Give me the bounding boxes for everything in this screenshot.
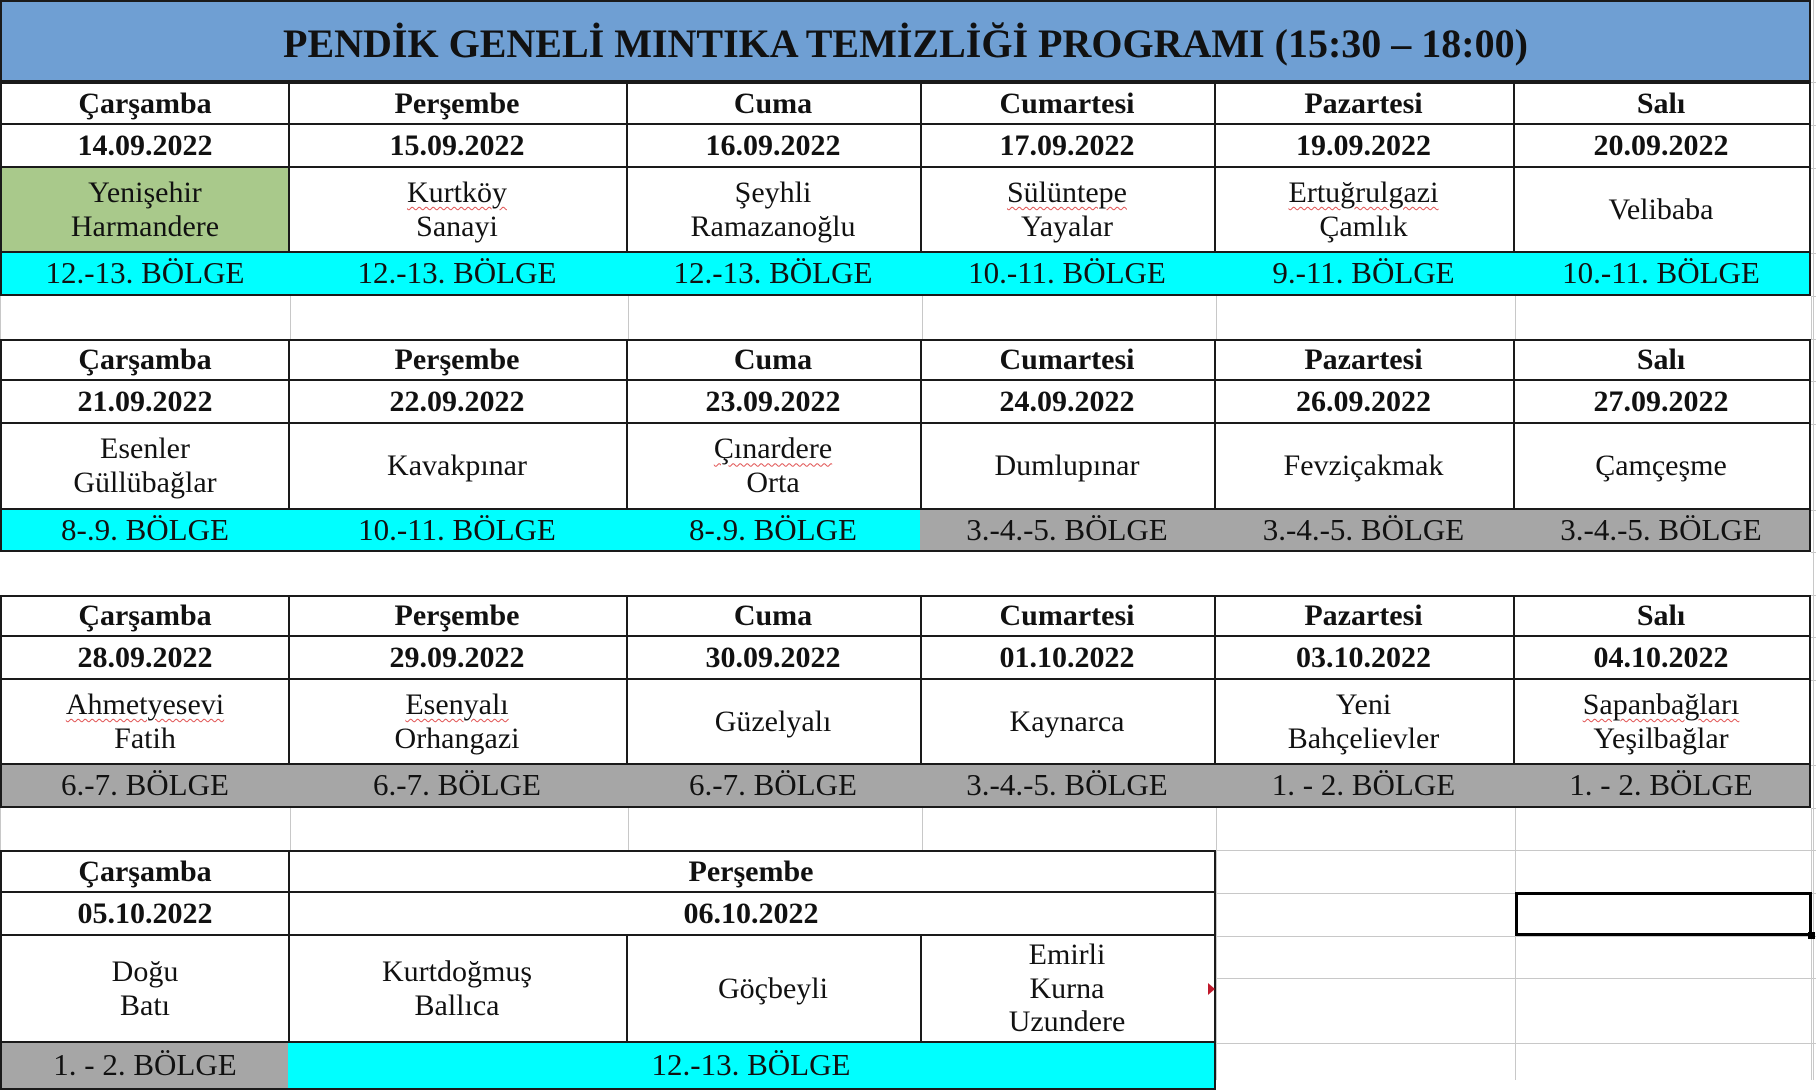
zone-cell[interactable]	[920, 510, 1216, 552]
gridline	[1811, 381, 1816, 382]
neighborhood-cell[interactable]	[920, 424, 1216, 510]
zone-label: 10.-11. BÖLGE	[1562, 255, 1760, 291]
neighborhood-name: Ahmetyesevi	[65, 687, 225, 721]
date-label: 27.09.2022	[1593, 384, 1729, 418]
day-header-cell[interactable]	[920, 339, 1216, 381]
zone-cell-merged[interactable]	[288, 1043, 1216, 1090]
gridline	[1811, 510, 1816, 511]
date-cell[interactable]	[920, 637, 1216, 680]
day-header-cell[interactable]	[288, 595, 628, 637]
date-cell[interactable]	[288, 125, 628, 168]
neighborhood-name: Yayalar	[1021, 209, 1113, 243]
neighborhood-name: Kavakpınar	[387, 449, 527, 483]
gridline	[0, 296, 1, 339]
zone-label: 12.-13. BÖLGE	[45, 255, 245, 291]
day-header-cell[interactable]	[626, 82, 922, 125]
date-label: 01.10.2022	[999, 640, 1135, 674]
day-header-cell[interactable]	[626, 339, 922, 381]
gridline	[1216, 850, 1816, 851]
day-label: Pazartesi	[1304, 86, 1423, 120]
gridline	[1811, 595, 1816, 596]
zone-cell[interactable]	[1214, 510, 1515, 552]
neighborhood-cell[interactable]	[1513, 168, 1811, 253]
neighborhood-name: Kurtdoğmuş	[382, 954, 532, 988]
neighborhood-name: Yenişehir	[88, 175, 202, 209]
day-header-cell[interactable]	[0, 850, 290, 893]
zone-cell[interactable]	[626, 765, 922, 808]
gridline	[1811, 808, 1812, 850]
neighborhood-name: Velibaba	[1608, 192, 1714, 226]
day-header-cell[interactable]	[626, 595, 922, 637]
zone-label: 8-.9. BÖLGE	[61, 511, 229, 547]
zone-label: 3.-4.-5. BÖLGE	[1262, 511, 1465, 547]
gridline	[1811, 808, 1816, 809]
neighborhood-name: Harmandere	[70, 209, 220, 243]
zone-cell[interactable]	[0, 510, 290, 552]
zone-label: 3.-4.-5. BÖLGE	[1560, 511, 1762, 547]
neighborhood-name: Çamlık	[1319, 209, 1408, 243]
neighborhood-name: Yeşilbağlar	[1593, 721, 1729, 755]
zone-cell[interactable]	[626, 510, 922, 552]
date-cell[interactable]	[1214, 637, 1515, 680]
zone-cell[interactable]	[0, 253, 290, 296]
day-label: Cuma	[733, 599, 813, 633]
neighborhood-name: Sapanbağları	[1582, 687, 1740, 721]
date-label: 05.10.2022	[77, 896, 213, 930]
date-cell[interactable]	[1513, 125, 1811, 168]
neighborhood-cell[interactable]	[0, 680, 290, 765]
date-cell[interactable]	[1513, 381, 1811, 424]
day-label: Salı	[1636, 343, 1686, 377]
date-cell[interactable]	[0, 893, 290, 936]
neighborhood-name: Kaynarca	[1009, 704, 1125, 738]
zone-cell[interactable]	[1513, 253, 1811, 296]
gridline	[1811, 168, 1816, 169]
neighborhood-name: Ballıca	[414, 988, 500, 1022]
neighborhood-name: Kurna	[1029, 971, 1105, 1005]
zone-cell[interactable]	[288, 253, 628, 296]
date-label: 04.10.2022	[1593, 640, 1729, 674]
zone-label: 12.-13. BÖLGE	[673, 255, 873, 291]
date-cell[interactable]	[0, 637, 290, 680]
gridline	[628, 296, 629, 339]
date-label: 28.09.2022	[77, 640, 213, 674]
zone-label: 12.-13. BÖLGE	[357, 255, 557, 291]
gridline	[628, 808, 629, 850]
date-cell[interactable]	[1214, 125, 1515, 168]
day-header-cell[interactable]	[0, 339, 290, 381]
day-label: Perşembe	[394, 86, 520, 120]
gridline	[1811, 253, 1816, 254]
comment-indicator-icon[interactable]	[1208, 983, 1215, 995]
gridline	[290, 808, 291, 850]
neighborhood-name: Esenyalı	[405, 687, 509, 721]
gridline	[1813, 0, 1814, 1080]
neighborhood-cell[interactable]	[0, 424, 290, 510]
zone-cell[interactable]	[288, 510, 628, 552]
zone-label: 10.-11. BÖLGE	[968, 255, 1166, 291]
gridline	[1811, 339, 1816, 340]
neighborhood-name: Orta	[746, 466, 800, 499]
neighborhood-cell[interactable]	[626, 680, 922, 765]
gridline	[1216, 296, 1217, 339]
gridline	[1811, 850, 1812, 1080]
zone-label: 8-.9. BÖLGE	[689, 511, 857, 547]
date-label: 20.09.2022	[1593, 128, 1729, 162]
neighborhood-name: Emirli	[1028, 938, 1106, 972]
day-header-cell-merged[interactable]	[288, 850, 1216, 893]
gridline	[1811, 637, 1816, 638]
day-header-cell[interactable]	[1513, 339, 1811, 381]
day-label: Perşembe	[394, 599, 520, 633]
gridline	[1216, 978, 1816, 979]
day-label: Cumartesi	[999, 86, 1135, 120]
zone-cell[interactable]	[0, 1043, 290, 1090]
gridline	[1515, 808, 1516, 850]
date-label: 17.09.2022	[999, 128, 1135, 162]
gridline	[1216, 850, 1217, 1080]
neighborhood-name: Sanayi	[416, 209, 498, 243]
day-label: Pazartesi	[1304, 599, 1423, 633]
neighborhood-name: Orhangazi	[394, 721, 520, 755]
neighborhood-name: Çamçeşme	[1595, 449, 1727, 483]
day-header-cell[interactable]	[920, 595, 1216, 637]
zone-cell[interactable]	[0, 765, 290, 808]
neighborhood-name: Sülüntepe	[1007, 175, 1127, 209]
zone-label: 3.-4.-5. BÖLGE	[966, 767, 1168, 803]
neighborhood-name: Uzundere	[1008, 1005, 1126, 1039]
gridline	[922, 296, 923, 339]
day-label: Perşembe	[688, 854, 814, 888]
date-cell[interactable]	[626, 637, 922, 680]
zone-label: 6.-7. BÖLGE	[61, 767, 229, 803]
day-label: Cuma	[733, 343, 813, 377]
day-header-cell[interactable]	[1513, 595, 1811, 637]
neighborhood-name: Güllübağlar	[73, 466, 217, 499]
gridline	[1216, 936, 1816, 937]
gridline	[1811, 765, 1816, 766]
day-label: Çarşamba	[78, 86, 212, 120]
day-header-cell[interactable]	[1214, 82, 1515, 125]
day-label: Cuma	[733, 86, 813, 120]
zone-cell[interactable]	[288, 765, 628, 808]
day-header-cell[interactable]	[920, 82, 1216, 125]
zone-cell[interactable]	[1214, 765, 1515, 808]
neighborhood-name: Kurtköy	[407, 175, 507, 209]
day-header-cell[interactable]	[1214, 595, 1515, 637]
zone-label: 1. - 2. BÖLGE	[53, 1047, 237, 1083]
gridline	[1811, 424, 1816, 425]
zone-label: 12.-13. BÖLGE	[651, 1047, 851, 1083]
gridline	[1515, 850, 1516, 1080]
gridline	[1811, 296, 1812, 339]
neighborhood-cell[interactable]	[288, 168, 628, 253]
selected-cell[interactable]	[1515, 892, 1812, 936]
neighborhood-cell[interactable]	[1513, 680, 1811, 765]
neighborhood-name: Ramazanoğlu	[690, 209, 856, 243]
neighborhood-name: Bahçelievler	[1287, 721, 1440, 755]
gridline	[922, 808, 923, 850]
date-label: 29.09.2022	[389, 640, 525, 674]
zone-cell[interactable]	[626, 253, 922, 296]
zone-label: 1. - 2. BÖLGE	[1569, 767, 1753, 803]
date-label: 15.09.2022	[389, 128, 525, 162]
zone-cell[interactable]	[1513, 765, 1811, 808]
neighborhood-name: Göçbeyli	[718, 971, 828, 1005]
date-label: 14.09.2022	[77, 128, 213, 162]
date-label: 30.09.2022	[705, 640, 841, 674]
gridline	[1811, 552, 1816, 553]
date-cell[interactable]	[626, 125, 922, 168]
date-label: 24.09.2022	[999, 384, 1135, 418]
date-label: 22.09.2022	[389, 384, 525, 418]
date-cell[interactable]	[288, 381, 628, 424]
gridline	[1216, 1043, 1816, 1044]
day-header-cell[interactable]	[1214, 339, 1515, 381]
neighborhood-cell[interactable]	[920, 680, 1216, 765]
zone-cell[interactable]	[920, 765, 1216, 808]
neighborhood-name: Çınardere	[713, 432, 833, 466]
zone-label: 1. - 2. BÖLGE	[1271, 767, 1456, 803]
zone-label: 6.-7. BÖLGE	[373, 767, 541, 803]
zone-cell[interactable]	[1214, 253, 1515, 296]
gridline	[1811, 296, 1816, 297]
neighborhood-name: Fevziçakmak	[1283, 449, 1444, 483]
neighborhood-cell[interactable]	[920, 168, 1216, 253]
gridline	[290, 296, 291, 339]
date-cell[interactable]	[1214, 381, 1515, 424]
day-header-cell[interactable]	[0, 595, 290, 637]
zone-label: 10.-11. BÖLGE	[358, 511, 556, 547]
day-header-cell[interactable]	[1513, 82, 1811, 125]
date-cell[interactable]	[626, 381, 922, 424]
date-cell[interactable]	[288, 637, 628, 680]
zone-label: 9.-11. BÖLGE	[1272, 255, 1455, 291]
gridline	[0, 808, 1, 850]
day-label: Perşembe	[394, 343, 520, 377]
neighborhood-cell[interactable]	[626, 168, 922, 253]
gridline	[1811, 82, 1816, 83]
neighborhood-cell[interactable]	[288, 680, 628, 765]
gridline	[1811, 680, 1816, 681]
neighborhood-cell[interactable]	[288, 424, 628, 510]
day-label: Salı	[1636, 599, 1686, 633]
zone-cell[interactable]	[920, 253, 1216, 296]
neighborhood-cell[interactable]	[1214, 168, 1515, 253]
neighborhood-cell[interactable]	[0, 936, 290, 1043]
neighborhood-name: Ertuğrulgazi	[1288, 175, 1439, 209]
date-cell[interactable]	[1513, 637, 1811, 680]
day-header-cell[interactable]	[0, 82, 290, 125]
zone-cell[interactable]	[1513, 510, 1811, 552]
day-label: Salı	[1636, 86, 1686, 120]
neighborhood-cell[interactable]	[288, 936, 628, 1043]
date-cell[interactable]	[0, 381, 290, 424]
gridline	[1515, 296, 1516, 339]
zone-label: 3.-4.-5. BÖLGE	[966, 511, 1168, 547]
date-cell[interactable]	[0, 125, 290, 168]
date-label: 06.10.2022	[683, 896, 819, 930]
date-label: 16.09.2022	[705, 128, 841, 162]
day-label: Çarşamba	[78, 599, 212, 633]
gridline	[1216, 808, 1217, 850]
neighborhood-cell[interactable]	[626, 936, 922, 1043]
date-label: 03.10.2022	[1296, 640, 1431, 674]
neighborhood-name: Batı	[120, 988, 170, 1022]
date-cell[interactable]	[920, 381, 1216, 424]
day-header-cell[interactable]	[288, 339, 628, 381]
gridline	[1811, 125, 1816, 126]
neighborhood-cell[interactable]	[1513, 424, 1811, 510]
zone-label: 6.-7. BÖLGE	[689, 767, 857, 803]
fill-handle[interactable]	[1808, 932, 1815, 939]
date-label: 21.09.2022	[77, 384, 213, 418]
day-label: Çarşamba	[78, 854, 212, 888]
neighborhood-cell[interactable]	[1214, 424, 1515, 510]
neighborhood-name: Doğu	[111, 954, 179, 988]
neighborhood-cell[interactable]	[626, 424, 922, 510]
neighborhood-name: Esenler	[100, 432, 190, 466]
neighborhood-name: Fatih	[114, 721, 176, 755]
day-label: Cumartesi	[999, 599, 1135, 633]
day-label: Cumartesi	[999, 343, 1135, 377]
neighborhood-name: Yeni	[1335, 687, 1392, 721]
schedule-title: PENDİK GENELİ MINTIKA TEMİZLİĞİ PROGRAMI (15:30 – 18:00)	[0, 0, 1811, 82]
date-label: 19.09.2022	[1296, 128, 1431, 162]
day-label: Çarşamba	[78, 343, 212, 377]
neighborhood-cell[interactable]	[1214, 680, 1515, 765]
neighborhood-name: Şeyhli	[734, 175, 812, 209]
date-label: 23.09.2022	[705, 384, 841, 418]
day-header-cell[interactable]	[288, 82, 628, 125]
neighborhood-name: Dumlupınar	[994, 449, 1140, 483]
date-cell-merged[interactable]	[288, 893, 1216, 936]
neighborhood-cell[interactable]	[0, 168, 290, 253]
neighborhood-name: Güzelyalı	[714, 704, 832, 738]
date-label: 26.09.2022	[1296, 384, 1431, 418]
day-label: Pazartesi	[1304, 343, 1423, 377]
date-cell[interactable]	[920, 125, 1216, 168]
neighborhood-cell[interactable]	[920, 936, 1216, 1043]
